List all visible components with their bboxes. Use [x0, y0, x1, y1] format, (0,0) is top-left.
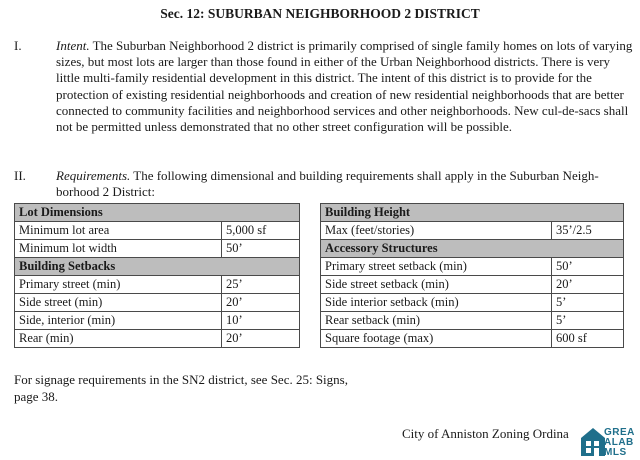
table-row: [15, 294, 300, 312]
row-value: 35’/2.5: [552, 222, 624, 240]
section-number: I.: [14, 38, 22, 53]
row-value: 50’: [222, 240, 300, 258]
table-row: [321, 330, 624, 348]
section-body: [56, 168, 634, 200]
row-value: 25’: [222, 276, 300, 294]
row-value: 5’: [552, 312, 624, 330]
watermark-line-2: ALAB: [604, 437, 634, 448]
row-value: 20’: [222, 330, 300, 348]
row-label: Minimum lot area: [15, 222, 222, 240]
row-value: 10’: [222, 312, 300, 330]
row-label: Minimum lot width: [15, 240, 222, 258]
row-label: Side, interior (min): [15, 312, 222, 330]
house-icon: [580, 426, 606, 458]
row-label: Square footage (max): [321, 330, 552, 348]
table-row: [321, 258, 624, 276]
table-header-lot-dimensions: Lot Dimensions: [15, 204, 300, 222]
lot-setback-table: [14, 203, 300, 348]
table-row: [15, 276, 300, 294]
section-number: II.: [14, 168, 26, 183]
row-label: Side street (min): [15, 294, 222, 312]
watermark-line-1: GREA: [604, 427, 635, 438]
table-row: [321, 312, 624, 330]
table-header-building-height: Building Height: [321, 204, 624, 222]
row-value: 600 sf: [552, 330, 624, 348]
row-value: 5,000 sf: [222, 222, 300, 240]
table-row: [15, 222, 300, 240]
row-value: 20’: [552, 276, 624, 294]
mls-watermark: [578, 424, 640, 460]
table-header-accessory-structures: Accessory Structures: [321, 240, 624, 258]
row-label: Side street setback (min): [321, 276, 552, 294]
row-label: Max (feet/stories): [321, 222, 552, 240]
signage-note: For signage requirements in the SN2 district, see Sec. 25: Signs, page 38.: [14, 372, 348, 404]
page-title: Sec. 12: SUBURBAN NEIGHBORHOOD 2 DISTRICT: [160, 6, 480, 21]
page-footer: City of Anniston Zoning Ordina: [402, 426, 569, 441]
section-lead: Requirements.: [56, 168, 131, 183]
watermark-line-3: MLS: [604, 447, 627, 458]
section-lead: Intent.: [56, 38, 90, 53]
table-row: [321, 222, 624, 240]
section-body: [56, 38, 634, 135]
row-value: 20’: [222, 294, 300, 312]
table-header-building-setbacks: Building Setbacks: [15, 258, 300, 276]
table-row: [15, 240, 300, 258]
section-text: The Suburban Neighborhood 2 district is primarily comprised of single family homes on lots of varying sizes, but most lots are larger than those found in either of the Urban Neighborhood districts. There is very little multi-family residential development in this district. The intent of this district is to provide for the protection of existing residential neighborhoods and creation of new residential neighborhoods that are better connected to community facilities and neighborhood services and other neighborhoods. New cul-de-sacs shall not be permitted unless demonstrated that no other street configuration will be possible.: [56, 38, 633, 135]
row-label: Rear (min): [15, 330, 222, 348]
table-row: [321, 294, 624, 312]
height-accessory-table: [320, 203, 624, 348]
row-label: Primary street (min): [15, 276, 222, 294]
row-label: Side interior setback (min): [321, 294, 552, 312]
table-row: [321, 276, 624, 294]
row-value: 5’: [552, 294, 624, 312]
row-label: Primary street setback (min): [321, 258, 552, 276]
row-value: 50’: [552, 258, 624, 276]
section-text: The following dimensional and building requirements shall apply in the Suburban Neigh-borhood 2 District:: [56, 168, 599, 200]
table-row: [15, 330, 300, 348]
table-row: [15, 312, 300, 330]
row-label: Rear setback (min): [321, 312, 552, 330]
